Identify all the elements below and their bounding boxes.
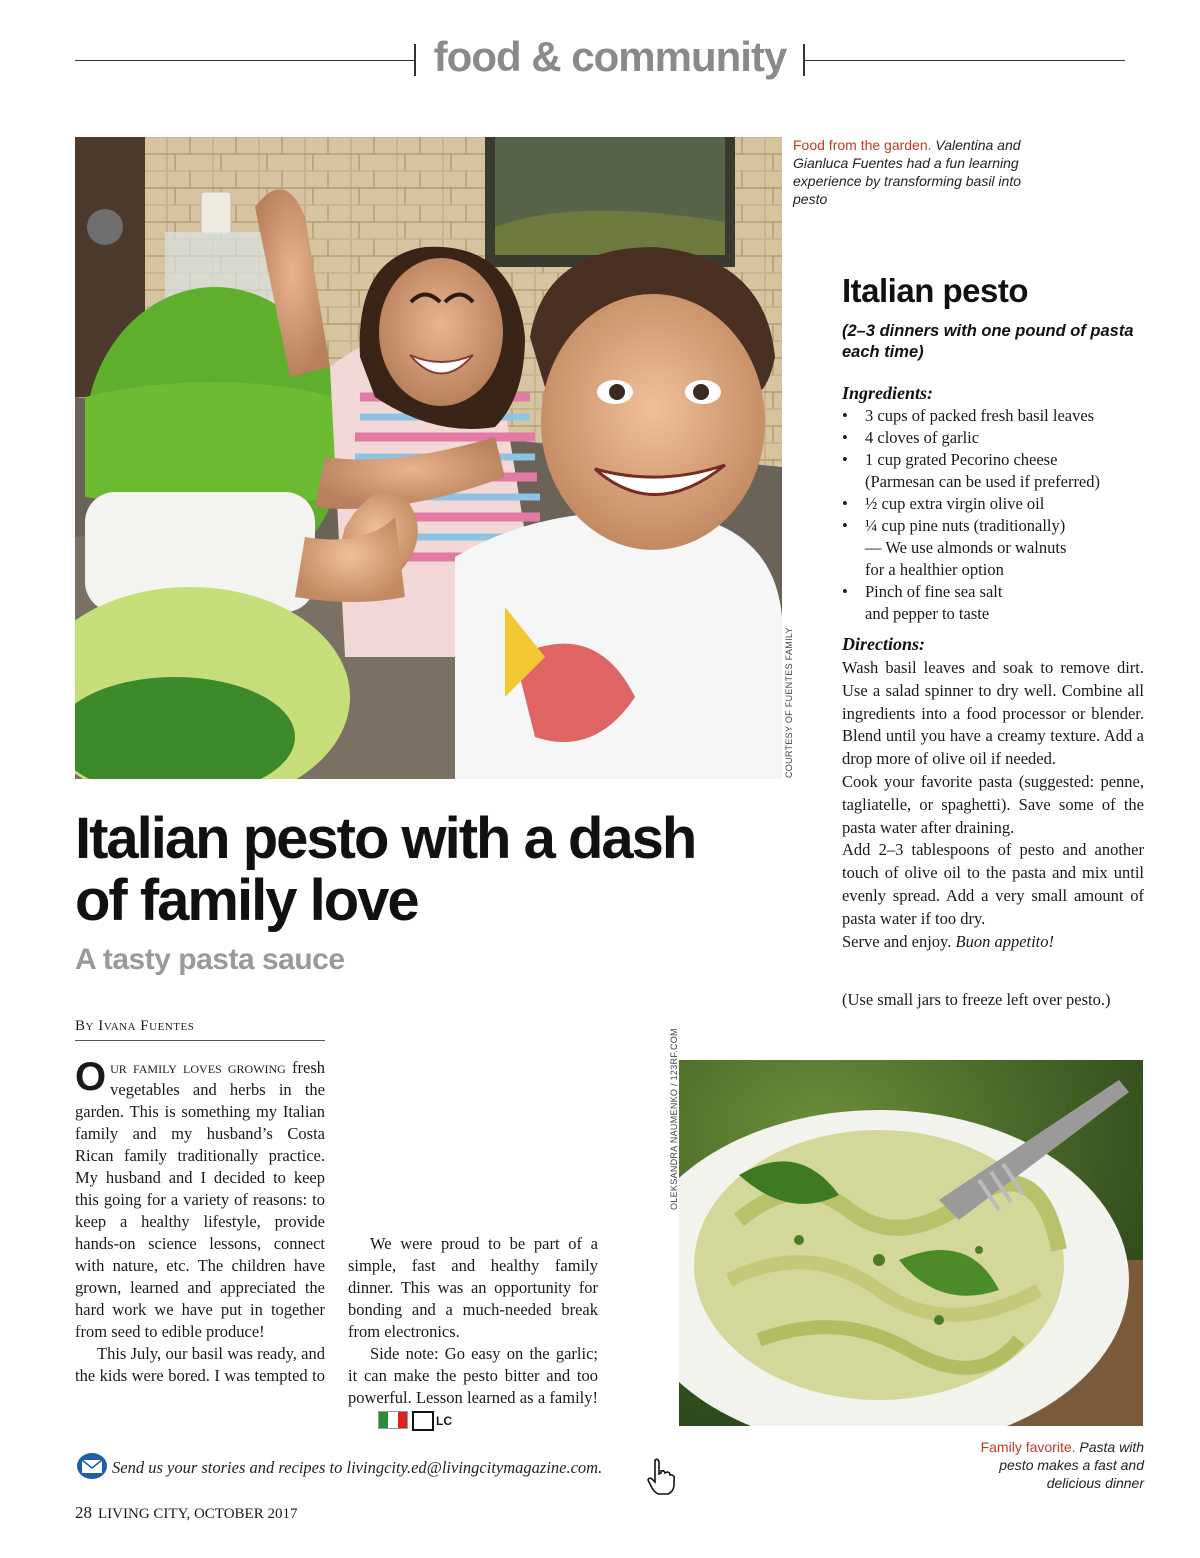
hero-caption-lead: Food from the garden. <box>793 137 932 153</box>
living-city-logo: LC <box>412 1411 434 1431</box>
ingredients-list <box>842 405 1147 625</box>
article-column-2 <box>348 1057 598 1431</box>
pasta-caption-lead: Family favorite. <box>980 1439 1076 1455</box>
direction-serve: Serve and enjoy. Buon appetito! <box>842 931 1055 951</box>
header-rule-right <box>805 60 1125 61</box>
article-paragraph: This July, our basil was ready, and the kids were bored. I was tempted to <box>75 1344 325 1385</box>
drop-cap: O <box>75 1055 107 1099</box>
ingredient-item: • ¼ cup pine nuts (traditionally) — We use almonds or walnuts for a healthier option <box>842 515 1147 581</box>
ingredient-note: for a healthier option <box>865 560 1004 579</box>
page-folio <box>75 1503 297 1523</box>
ingredient-note: — We use almonds or walnuts <box>865 538 1067 557</box>
direction-step: Wash basil leaves and soak to remove dirt. Use a salad spinner to dry well. Combine all ingredients into a food processor or blender. Blend until you have a creamy texture. Add a drop more of olive oil if needed. <box>842 658 1144 769</box>
pasta-photo-credit: OLEKSANDRA NAUMENKO / 123RF.COM <box>669 1028 679 1210</box>
byline-rule <box>75 1040 325 1041</box>
ingredient-item: • 1 cup grated Pecorino cheese (Parmesan can be used if preferred) <box>842 449 1147 493</box>
pasta-caption <box>960 1438 1144 1492</box>
ingredient-item: • 3 cups of packed fresh basil leaves <box>842 405 1147 427</box>
hero-caption <box>793 136 1033 208</box>
header-rule-left <box>75 60 415 61</box>
article-paragraph: We were proud to be part of a simple, fast and healthy family dinner. This was an opportunity for bonding and a much-needed break from electronics. <box>348 1234 598 1341</box>
ingredient-item: • 4 cloves of garlic <box>842 427 1147 449</box>
end-marks <box>378 1411 452 1431</box>
article-subhead: A tasty pasta sauce <box>75 943 345 976</box>
article-column-1 <box>75 1057 325 1387</box>
header-tick-left <box>414 44 416 76</box>
ingredient-item: • Pinch of fine sea salt and pepper to taste <box>842 581 1147 625</box>
section-title: food & community <box>433 33 787 80</box>
hero-photo <box>75 137 782 779</box>
ingredient-note: and pepper to taste <box>865 604 990 623</box>
direction-step: Cook your favorite pasta (suggested: penne, tagliatelle, or spaghetti). Save some of the pasta water after draining. <box>842 771 1144 837</box>
article-paragraph: Side note: Go easy on the garlic; it can make the pesto bitter and too powerful. Lesson learned as a family! LC <box>348 1343 598 1431</box>
directions-heading: Directions: <box>842 634 925 654</box>
ingredients-heading: Ingredients: <box>842 383 934 403</box>
hand-cursor-icon <box>646 1458 676 1496</box>
page-number: 28 <box>75 1503 92 1522</box>
directions-text <box>842 657 1144 953</box>
pasta-photo <box>679 1060 1143 1426</box>
byline: By Ivana Fuentes <box>75 1018 195 1034</box>
hero-photo-credit: COURTESY OF FUENTES FAMILY <box>784 627 794 778</box>
publication-date: LIVING CITY, OCTOBER 2017 <box>98 1506 298 1522</box>
recipe-title: Italian pesto <box>842 272 1029 309</box>
direction-step: Add 2–3 tablespoons of pesto and another touch of olive oil to the pasta and mix until evenly spread. Add a very small amount of pasta water if too dry. <box>842 840 1144 928</box>
article-paragraph: Our family loves growing fresh vegetables and herbs in the garden. This is something my Italian family and my husband’s Costa Rican family traditionally practice. My husband and I decided to keep this going for a variety of reasons: to keep a healthy lifestyle, provide hands-on science lessons, connect with nature, etc. The children have grown, learned and appreciated the hard work we have put in together from seed to edible produce! <box>75 1055 325 1341</box>
submission-note[interactable]: Send us your stories and recipes to livingcity.ed@livingcitymagazine.com. <box>112 1458 603 1477</box>
ingredient-item: • ½ cup extra virgin olive oil <box>842 493 1147 515</box>
article-headline: Italian pesto with a dash of family love <box>75 806 696 933</box>
ingredient-note: (Parmesan can be used if preferred) <box>865 472 1101 491</box>
freeze-note: (Use small jars to freeze left over pesto.) <box>842 990 1111 1009</box>
recipe-yield: (2–3 dinners with one pound of pasta each time) <box>842 322 1134 361</box>
pasta-caption-text: Pasta with pesto makes a fast and delicious dinner <box>999 1439 1144 1491</box>
hero-caption-text: Valentina and Gianluca Fuentes had a fun learning experience by transforming basil into pesto <box>793 137 1022 207</box>
italy-flag-icon <box>378 1411 408 1429</box>
mail-icon[interactable] <box>76 1452 108 1480</box>
